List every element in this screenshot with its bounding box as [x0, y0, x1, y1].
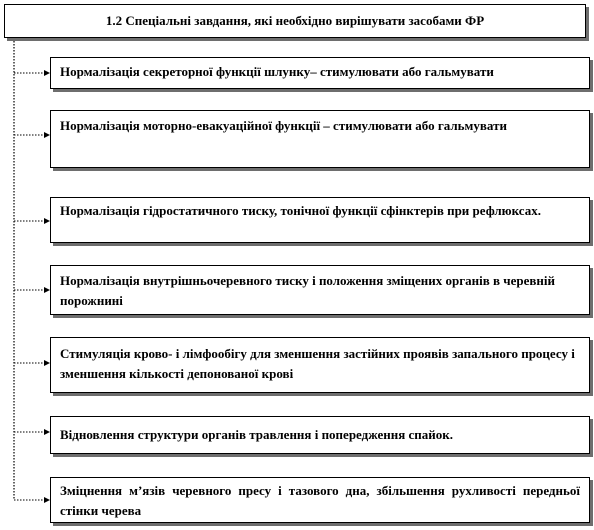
- task-box-7: Зміцнення м’язів черевного пресу і тазового дна, збільшення рухливості передньої стінки черева: [50, 477, 590, 523]
- task-box-3: Нормалізація гідростатичного тиску, тонічної функції сфінктерів при рефлюксах.: [50, 197, 590, 243]
- task-box-5: Стимуляція крово- і лімфообігу для зменшення застійних проявів запального процесу і зменшення кількості депонованої крові: [50, 337, 590, 393]
- task-box-1: Нормалізація секреторної функції шлунку– стимулювати або гальмувати: [50, 57, 590, 89]
- task-box-4: Нормалізація внутрішньочеревного тиску і положення зміщених органів в черевній порожнині: [50, 265, 590, 315]
- diagram-title: 1.2 Спеціальні завдання, які необхідно вирішувати засобами ФР: [4, 4, 586, 38]
- task-box-6: Відновлення структури органів травлення і попередження спайок.: [50, 416, 590, 454]
- task-box-2: Нормалізація моторно-евакуаційної функції – стимулювати або гальмувати: [50, 110, 590, 168]
